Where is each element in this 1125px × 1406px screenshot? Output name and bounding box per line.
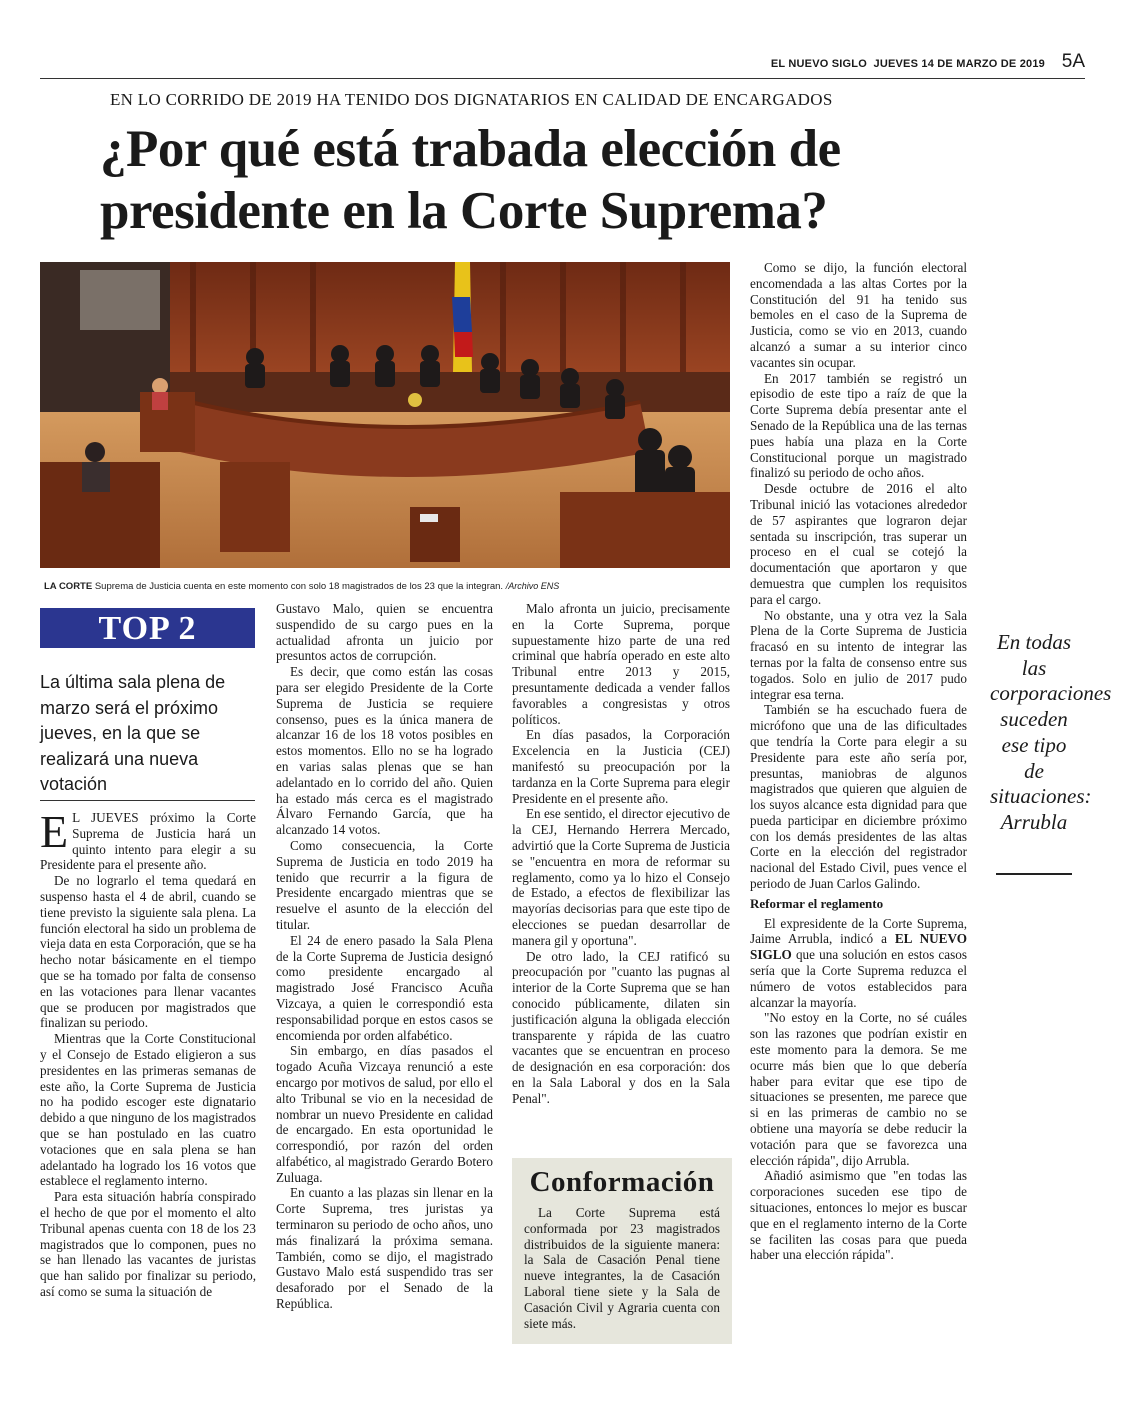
paragraph: Para esta situación habría conspirado el hecho de que por el momento el alto Tribunal apenas cuenta con 18 de los 23 magistrados que lo componen, pues no se han llenado las vacantes de juristas que han salido por finalizar su periodo, así como se suma la situación de bbox=[40, 1189, 256, 1299]
article-column-3 bbox=[512, 601, 730, 1107]
box-title: Conformación bbox=[529, 1166, 715, 1198]
paragraph: También se ha escuchado fuera de micrófono que una de las dificultades que tendría la Corte para elegir a su Presidente para este año sería por, presuntas, maniobras de algunos magistrados que quieren que alguien de los suyos alcance esta dignidad para que pueda participar en diciembre próximo con los demás presidentes de las altas Corte en la elección del registrador nacional del Estado Civil, pues vence el periodo de Juan Carlos Galindo. bbox=[750, 702, 967, 892]
paper-name: EL NUEVO SIGLO bbox=[770, 58, 867, 70]
paragraph: Mientras que la Corte Constitucional y el Consejo de Estado eligieron a sus presidentes en las primeras semanas de este año, la Corte Suprema de Justicia no ha podido escoger este dignatario debido a que ninguno de los magistrados que se han postulado en las cuatro votaciones que en sala plena se han adelantado ha logrado los 16 votos que establece el reglamento interno. bbox=[40, 1031, 256, 1189]
courtroom-photo bbox=[40, 262, 730, 568]
lead-summary: La última sala plena de marzo será el próximo jueves, en la que se realizará una nueva votación bbox=[40, 672, 226, 794]
paragraph: De no lograrlo el tema quedará en suspenso hasta el 4 de abril, cuando se tiene previsto la siguiente sala plena. La función electoral ha sido un problema de vieja data en esta Corporación, que se ha hecho notar básicamente en el tiempo que se ha tomado por falta de consenso en las votaciones para llenar vacantes que se producen por magistrados que finalizan su periodo. bbox=[40, 873, 256, 1031]
paragraph: No obstante, una y otra vez la Sala Plena de la Corte Suprema de Justicia fracasó en su intento de integrar las ternas por la falta de consenso entre sus togados. Solo en julio de 2017 pudo integrar esa terna. bbox=[750, 607, 967, 702]
caption-credit: /Archivo ENS bbox=[505, 581, 560, 591]
paragraph: Es decir, que como están las cosas para ser elegido Presidente de la Corte Suprema de Justicia se requiere consenso, pues es la única manera de alcanzar 16 de los 18 votos posibles en estos momentos. Ello no se ha logrado en varias salas plenas que se han adelantado en lo corrido del año. Quien ha estado más cerca es el magistrado Álvaro Fernando García, que ha alcanzado 14 votos. bbox=[276, 664, 493, 838]
page-number: 5A bbox=[1061, 51, 1085, 72]
pull-quote: En todas las corporaciones suceden ese tipo de situaciones: Arrubla bbox=[990, 630, 1112, 834]
paragraph: De otro lado, la CEJ ratificó su preocupación por "cuanto las pugnas al interior de la Corte Suprema que se han conocido públicamente, dilaten sin justificación alguna la obligada elección transparente y rápida de las cuatro vacantes que se encuentran en proceso de designación en esa corporación: dos en la Sala Laboral y dos en la Sala Penal". bbox=[512, 948, 730, 1106]
paragraph: En días pasados, la Corporación Excelencia en la Justicia (CEJ) manifestó su preocupación por la tardanza en la Corte Suprema para elegir Presidente en el presente año. bbox=[512, 727, 730, 806]
masthead-info bbox=[771, 58, 1045, 70]
divider bbox=[40, 800, 255, 801]
caption-lead: LA CORTE bbox=[44, 581, 93, 592]
paragraph: Añadió asimismo que "en todas las corporaciones suceden ese tipo de situaciones, entonces lo mejor es buscar que en el reglamento interno de la Corte se faciliten las cosas para que pueda haber una elección rápida". bbox=[750, 1168, 967, 1263]
box-text: La Corte Suprema está conformada por 23 magistrados distribuidos de la siguiente manera: la Sala de Casación Penal tiene nueve integrantes, la de Casación Laboral tiene siete y la Sala de Casación Civil y Agraria cuenta con siete más. bbox=[524, 1205, 720, 1331]
top-badge: TOP 2 bbox=[40, 608, 255, 648]
paper-mention: EL NUEVO SIGLO bbox=[750, 931, 967, 963]
paragraph: Desde octubre de 2016 el alto Tribunal inició las votaciones alrededor de 57 aspirantes que lograron dejar sentada su inscripción, tras superar un proceso en el cual se cotejó la documentación que aportaron y que demuestra que cumplen los requisitos para el cargo. bbox=[750, 481, 967, 607]
paragraph: Como consecuencia, la Corte Suprema de Justicia en todo 2019 ha tenido que recurrir a la figura de Presidente encargado mientras que se resuelve el asunto de la elección del titular. bbox=[276, 837, 493, 932]
podium bbox=[220, 462, 290, 552]
paragraph: Malo afronta un juicio, precisamente en la Corte Suprema, porque supuestamente hizo parte de una red criminal que habría operado en este alto Tribunal entre 2013 y 2015, presuntamente dedicada a vender fallos favorables a congresistas y otros políticos. bbox=[512, 601, 730, 727]
kicker: EN LO CORRIDO DE 2019 HA TENIDO DOS DIGNATARIOS EN CALIDAD DE ENCARGADOS bbox=[110, 90, 833, 109]
conformacion-box bbox=[512, 1158, 732, 1344]
paragraph: En 2017 también se registró un episodio de este tipo a raíz de que la Corte Suprema debía presentar ante el Senado de la República una de las ternas pues había una plaza en la Corte Constitucional porque un magistrado finalizó su periodo de ocho años. bbox=[750, 370, 967, 481]
divider bbox=[996, 873, 1072, 875]
paragraph: "No estoy en la Corte, no sé cuáles son las razones que podrían existir en este momento para la demora. Se me ocurre más bien que lo que debería haber para evitar que ese tipo de situaciones se presenten, me parece que si en las primeras de cambio no se obtiene una mayoría se debe reducir la votación para que se favorezca una elección rápida", dijo Arrubla. bbox=[750, 1010, 967, 1168]
article-column-1 bbox=[40, 806, 256, 1300]
courtroom-illustration bbox=[40, 262, 730, 568]
headline: ¿Por qué está trabada elección de presidente en la Corte Suprema? bbox=[100, 120, 841, 240]
paragraph: En ese sentido, el director ejecutivo de la CEJ, Hernando Herrera Mercado, advirtió que la Corte Suprema de Justicia se "encuentra en mora de reformar su reglamento, como ya lo hizo el Consejo de Estado, a efectos de flexibilizar las mayorías decisorias para que este tipo de elecciones se puedan desarrollar de manera gil y oportuna". bbox=[512, 806, 730, 948]
paragraph: En cuanto a las plazas sin llenar en la Corte Suprema, tres juristas ya terminaron su periodo de ocho años, uno más finalizará la próxima semana. También, como se dijo, el magistrado Gustavo Malo está suspendido tras ser desaforado por el Senado de la República. bbox=[276, 1185, 493, 1312]
paragraph: E L JUEVES próximo la Corte Suprema de Justicia hará un quinto intento para elegir a su Presidente para el presente año. bbox=[40, 806, 256, 873]
caption-text: Suprema de Justicia cuenta en este momento con solo 18 magistrados de los 23 que la integran. bbox=[92, 581, 506, 592]
screen-display bbox=[80, 270, 160, 330]
drop-cap: E bbox=[40, 806, 69, 857]
issue-date: JUEVES 14 DE MARZO DE 2019 bbox=[873, 58, 1045, 70]
article-column-2 bbox=[276, 601, 493, 1312]
subheading: Reformar el reglamento bbox=[750, 895, 884, 911]
paragraph: Gustavo Malo, quien se encuentra suspendido de su cargo pues en la actualidad afronta un juicio por presuntos actos de corrupción. bbox=[276, 601, 493, 664]
paragraph: Sin embargo, en días pasados el togado Acuña Vizcaya renunció a este encargo por motivos de salud, por ello el alto Tribunal se vio en la necesidad de nombrar un nuevo Presidente en calidad de encargado. En esta oportunidad le correspondió, por razón del orden alfabético, al magistrado Gerardo Botero Zuluaga. bbox=[276, 1043, 493, 1185]
paragraph: El 24 de enero pasado la Sala Plena de la Corte Suprema de Justicia designó como presidente encargado al magistrado José Francisco Acuña Vizcaya, a quien le correspondió esta responsabilidad porque en estos casos se encomienda por orden alfabético. bbox=[276, 932, 493, 1043]
article-column-4 bbox=[750, 260, 967, 1263]
masthead bbox=[40, 50, 1085, 79]
paragraph: El expresidente de la Corte Suprema, Jaime Arrubla, indicó a EL NUEVO SIGLO que una solución en estos casos sería que la Corte Suprema reduzca el número de votos establecidos para alcanzar la mayoría. bbox=[750, 915, 967, 1010]
photo-caption bbox=[44, 581, 734, 592]
paragraph: Como se dijo, la función electoral encomendada a las altas Cortes por la Constitución del 91 ha tenido sus bemoles en el caso de la Suprema de Justicia, como se vio en 2013, cuando alcanzó a sumar a su interior cinco vacantes sin ocupar. bbox=[750, 260, 967, 370]
